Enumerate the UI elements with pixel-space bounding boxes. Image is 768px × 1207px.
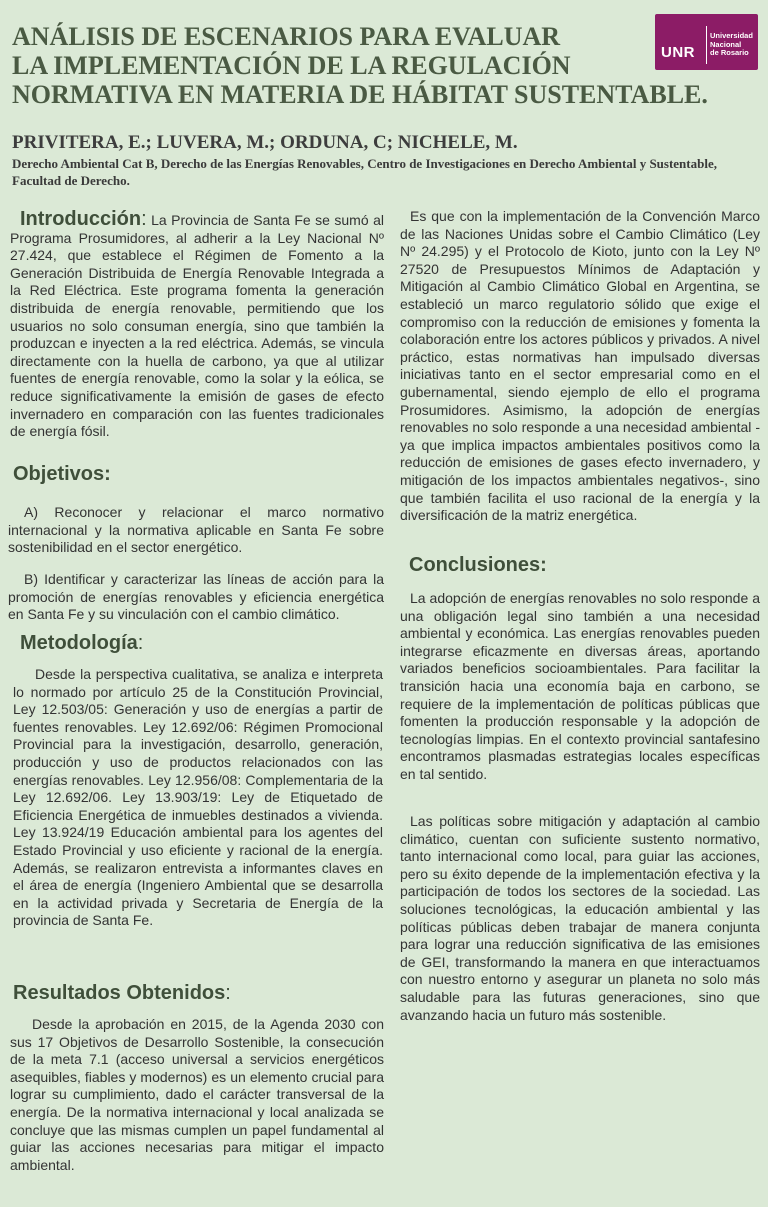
logo-line-2: Nacional: [710, 39, 742, 49]
introduccion-section: [10, 208, 384, 441]
logo-line-3: de Rosario: [710, 48, 749, 57]
logo-abbr: UNR: [661, 44, 695, 61]
poster-title: [12, 22, 732, 109]
logo-line-1: Universidad: [710, 31, 753, 40]
conclusiones-paragraph-2: Las políticas sobre mitigación y adaptación al cambio climático, cuentan con suficiente sustento normativo, tanto internacional como local, para guiar las acciones, pero su éxito depende de la implementación efectiva y la participación de todos los sectores de la sociedad. Las soluciones tecnológicas, la educación ambiental y las políticas públicas deben trabajar de manera conjunta para lograr una reducción significativa de las emisiones de GEI, transformando la manera en que interactuamos con nuestro entorno y asegurar un planeta no solo más saludable para las futuras generaciones, sino que avanzando hacia un futuro más sostenible.: [400, 813, 760, 1023]
objetivo-b: B) Identificar y caracterizar las líneas de acción para la promoción de energías renovables y eficiencia energética en Santa Fe y su vinculación con el cambio climático.: [8, 571, 384, 623]
objetivo-a: A) Reconocer y relacionar el marco normativo internacional y la normativa aplicable en Santa Fe sobre sostenibilidad en el sector energético.: [8, 504, 384, 556]
affiliation: Derecho Ambiental Cat B, Derecho de las Energías Renovables, Centro de Investigaciones en Derecho Ambiental y Sustentable, Facultad de Derecho.: [12, 156, 717, 188]
logo-separator: [706, 26, 707, 64]
objetivos-heading: Objetivos:: [13, 463, 111, 485]
resultados-heading: Resultados Obtenidos:: [13, 982, 231, 1004]
conclusiones-paragraph-1: La adopción de energías renovables no solo responde a una obligación legal sino también a una necesidad ambiental y económica. Las energías renovables pueden integrarse eficazmente en diversas áreas, aportando variados beneficios socioambientales. Para facilitar la transición hacia una economía baja en carbono, se requiere de la implementación de políticas públicas que fomenten la producción responsable y la adopción de tecnologías limpias. En el contexto provincial santafesino encontramos plasmadas estrategias locales específicas en tal sentido.: [400, 590, 760, 782]
authors: PRIVITERA, E.; LUVERA, M.; ORDUNA, C; NICHELE, M.: [12, 132, 518, 153]
introduccion-heading: Introducción:: [20, 208, 147, 230]
title-line-2: LA IMPLEMENTACIÓN DE LA REGULACIÓN: [12, 51, 571, 80]
title-line-3: NORMATIVA EN MATERIA DE HÁBITAT SUSTENTABLE.: [12, 80, 708, 109]
metodologia-text: Desde la perspectiva cualitativa, se analiza e interpreta lo normado por artículo 25 de la Constitución Provincial, Ley 12.503/05: Generación y uso de energías a partir de fuentes renovables. Ley 12.692/06: Régimen Promocional Provincial para la investigación, desarrollo, generación, producción y uso de productos relacionados con las energías renovables. Ley 12.956/08: Complementaria de la Ley 12.692/06. Ley 13.903/19: Ley de Etiquetado de Eficiencia Energética de inmuebles destinados a vivienda. Ley 13.924/19 Educación ambiental para los agentes del Estado Provincial y uso eficiente y racional de la energía. Además, se realizaron entrevista a informantes claves en el área de energía (Ingeniero Ambiental que se desarrolla en la actividad privada y Secretaria de Energía de la provincia de Santa Fe.: [13, 666, 383, 929]
logo-university-name: [710, 32, 758, 58]
resultados-text: Desde la aprobación en 2015, de la Agenda 2030 con sus 17 Objetivos de Desarrollo Sostenible, la consecución de la meta 7.1 (acceso universal a servicios energéticos asequibles, fiables y modernos) es un elemento crucial para lograr su cumplimiento, dado el carácter transversal de la energía. De la normativa internacional y local analizada se concluye que las mismas cumplen un papel fundamental al guiar las acciones necesarias para mitigar el impacto ambiental.: [10, 1016, 384, 1173]
resultados-continuacion-text: Es que con la implementación de la Convención Marco de las Naciones Unidas sobre el Cambio Climático (Ley Nº 24.295) y el Protocolo de Kioto, junto con la Ley Nº 27520 de Presupuestos Mínimos de Adaptación y Mitigación al Cambio Climático Global en Argentina, se estableció un marco regulatorio sólido que exige el compromiso con la reducción de emisiones y fomenta la colaboración entre los actores públicos y privados. A nivel práctico, estas normativas han impulsado diversas iniciativas tanto en el sector empresarial como en el gubernamental, siendo ejemplo de ello el programa Prosumidores. Asimismo, la adopción de energías renovables no solo responde a una necesidad ambiental -ya que implica impactos ambientales positivos como la reducción de emisiones de gases efecto invernadero, y mitigación de los impactos ambientales negativos-, sino que también facilita el uso racional de la energía y la diversificación de la matriz energética.: [400, 208, 760, 524]
unr-logo: [655, 14, 758, 70]
introduccion-text: La Provincia de Santa Fe se sumó al Programa Prosumidores, al adherir a la Ley Nacional Nº 27.424, que establece el Régimen de Fomento a la Generación Distribuida de Energía Renovable Integrada a la Red Eléctrica. Este programa fomenta la generación distribuida de energía renovable, permitiendo que los usuarios no solo consuman energía, sino que también la produzcan e inyecten a la red eléctrica. Además, se vincula directamente con la huella de carbono, ya que al utilizar fuentes de energía renovable, como la solar y la eólica, se reduce significativamente la emisión de gases de efecto invernadero en comparación con las fuentes tradicionales de energía fósil.: [10, 212, 384, 440]
title-line-1: ANÁLISIS DE ESCENARIOS PARA EVALUAR: [12, 22, 561, 51]
metodologia-heading: Metodología:: [20, 632, 144, 654]
conclusiones-heading: Conclusiones:: [409, 554, 547, 576]
